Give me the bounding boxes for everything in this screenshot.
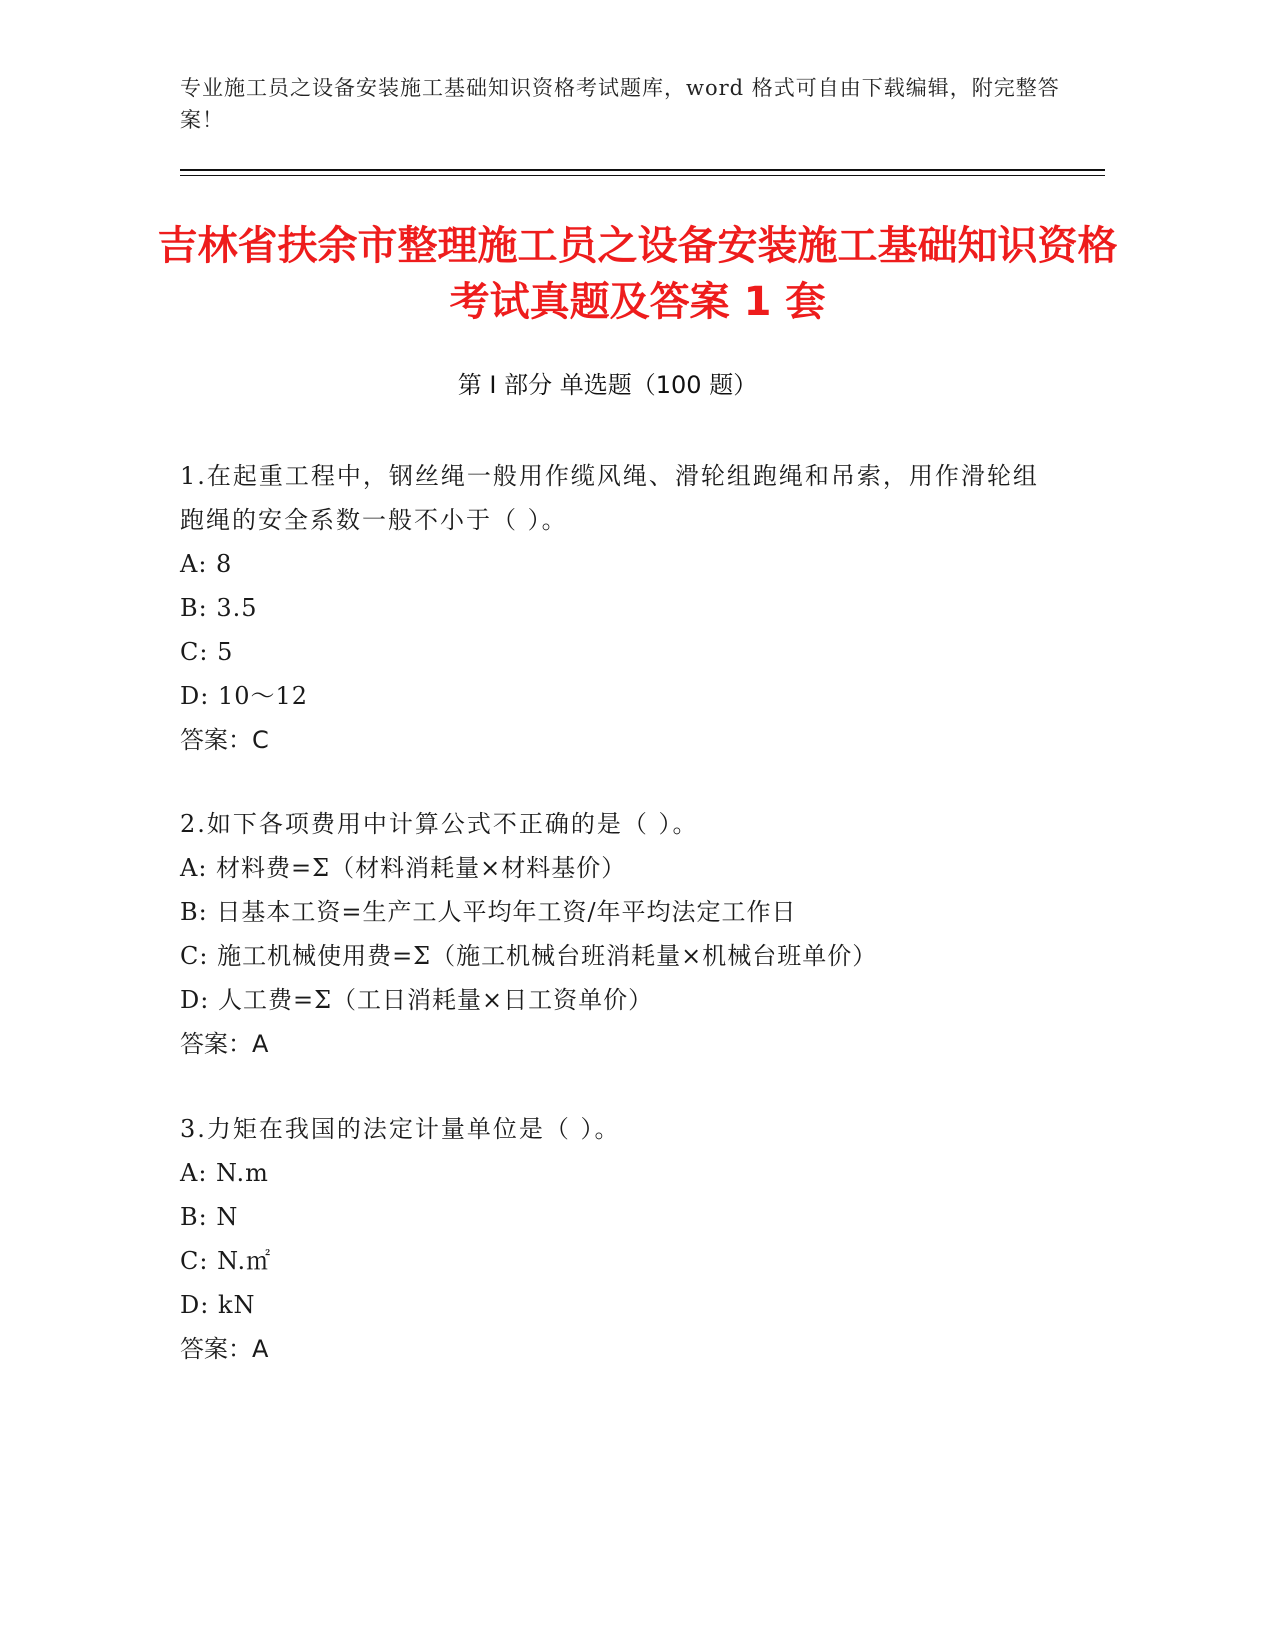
question-stem: 1.在起重工程中，钢丝绳一般用作缆风绳、滑轮组跑绳和吊索，用作滑轮组跑绳的安全系数一般不小于（ ）。 <box>180 462 1039 534</box>
answer-line: 答案：A <box>180 1030 269 1058</box>
option-b: B: 3.5 <box>180 594 258 622</box>
question-item <box>180 802 1060 1066</box>
section-heading: 第 I 部分 单选题（100 题） <box>457 371 758 399</box>
question-stem: 2.如下各项费用中计算公式不正确的是（ ）。 <box>180 810 699 838</box>
option-b: B: N <box>180 1203 239 1231</box>
header-note: 专业施工员之设备安装施工基础知识资格考试题库，word 格式可自由下载编辑，附完整答案！ <box>180 76 1060 132</box>
option-c: C: 5 <box>180 638 234 666</box>
option-d: D: 人工费=Σ（工日消耗量×日工资单价） <box>180 986 654 1014</box>
option-a: A: 材料费=Σ（材料消耗量×材料基价） <box>180 854 627 882</box>
option-a: A: 8 <box>180 550 233 578</box>
option-c: C: N.㎡ <box>180 1247 272 1275</box>
document-title: 吉林省扶余市整理施工员之设备安装施工基础知识资格考试真题及答案 1 套 <box>157 223 1118 325</box>
question-item <box>180 1107 1060 1371</box>
header-rule-thin <box>180 175 1105 176</box>
question-stem: 3.力矩在我国的法定计量单位是（ ）。 <box>180 1115 621 1143</box>
answer-line: 答案：A <box>180 1335 269 1363</box>
option-b: B: 日基本工资=生产工人平均年工资/年平均法定工作日 <box>180 898 797 926</box>
option-d: D: 10～12 <box>180 682 309 710</box>
option-a: A: N.m <box>180 1159 269 1187</box>
question-item <box>180 454 1060 762</box>
answer-line: 答案：C <box>180 726 269 754</box>
option-d: D: kN <box>180 1291 256 1319</box>
option-c: C: 施工机械使用费=Σ（施工机械台班消耗量×机械台班单价） <box>180 942 878 970</box>
header-rule-thick <box>180 169 1105 171</box>
